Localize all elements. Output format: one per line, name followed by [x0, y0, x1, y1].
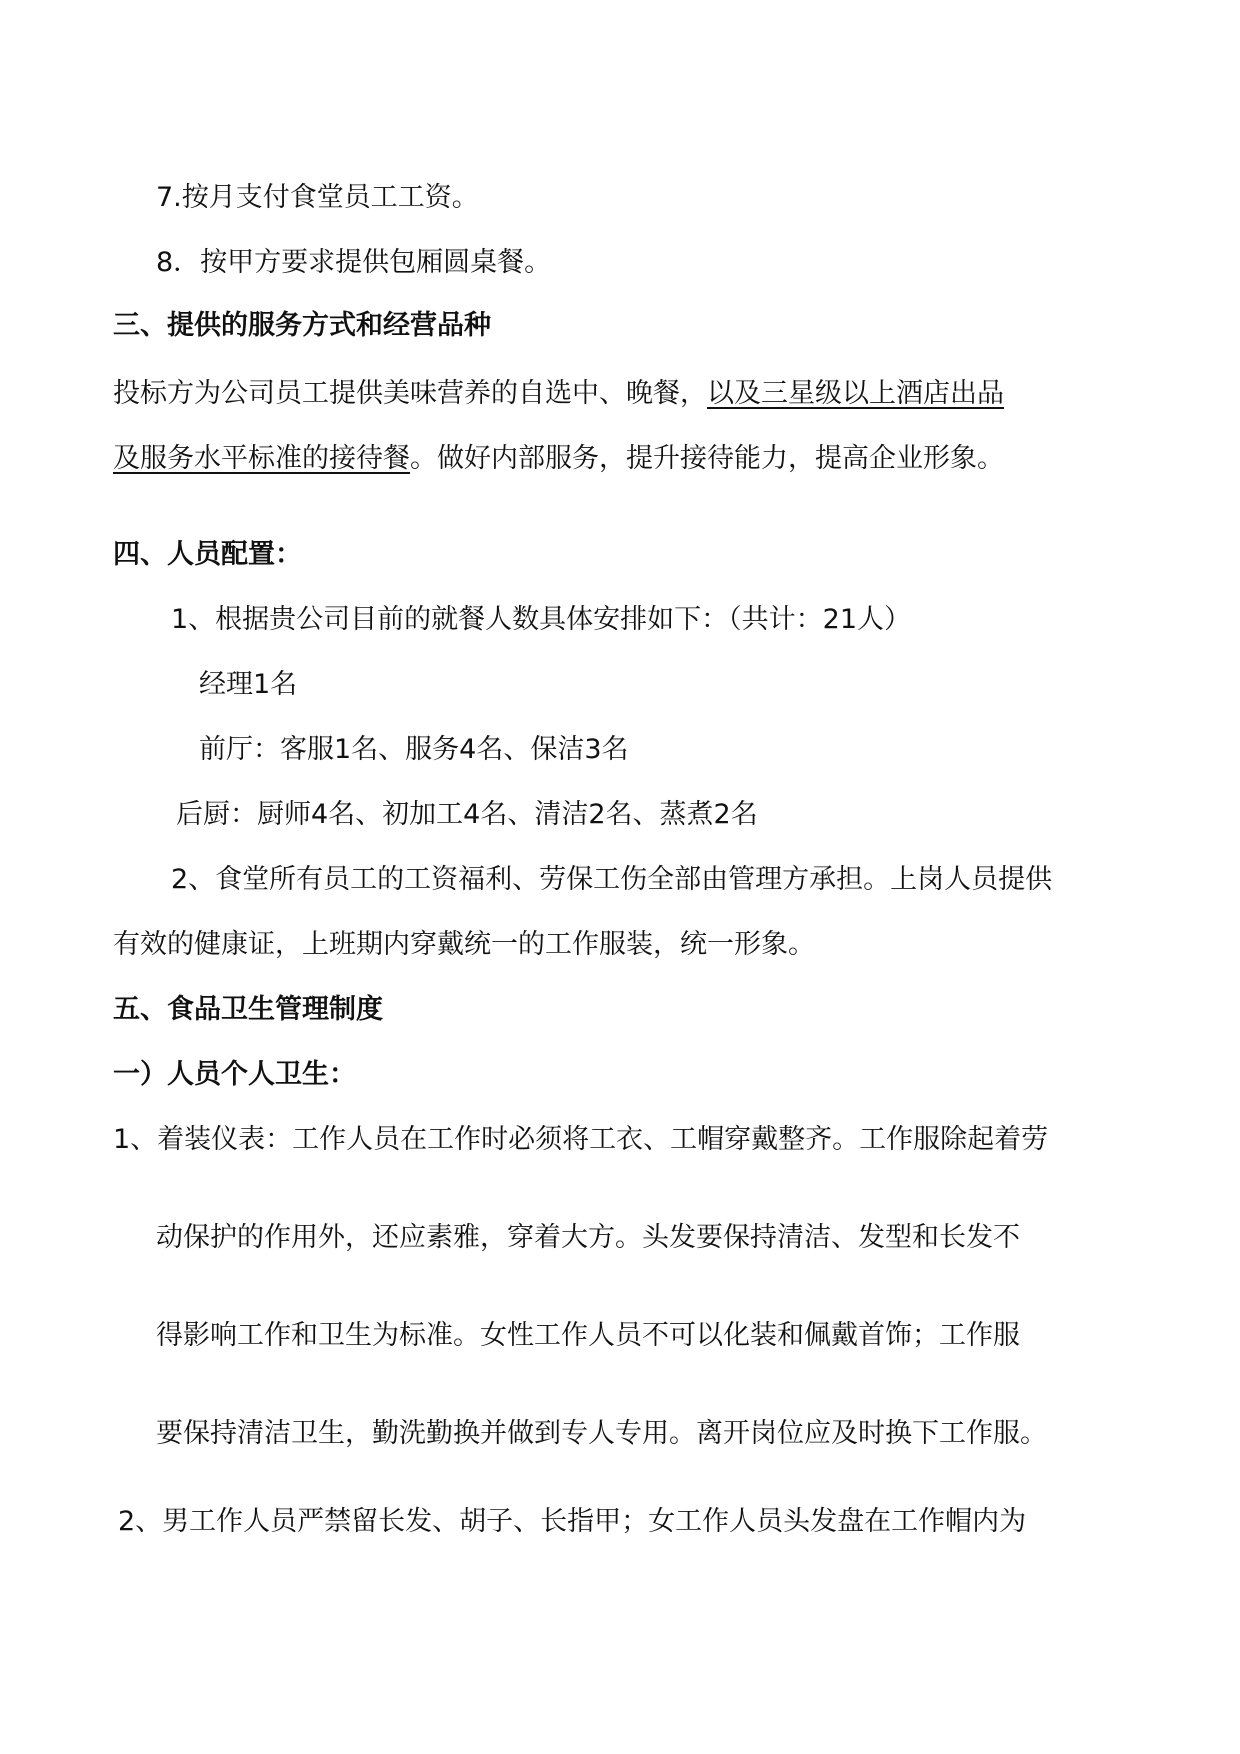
hygiene-item-1-line-2: 动保护的作用外，还应素雅，穿着大方。头发要保持清洁、发型和长发不	[156, 1222, 1020, 1253]
section-heading-4: 四、人员配置：	[113, 539, 302, 570]
staffing-front-hall: 前厅：客服1名、服务4名、保洁3名	[199, 734, 629, 765]
section-heading-3: 三、提供的服务方式和经营品种	[113, 310, 491, 341]
paragraph-3-line-2	[113, 439, 1004, 479]
staffing-manager: 经理1名	[199, 669, 298, 700]
hygiene-item-2: 2、男工作人员严禁留长发、胡子、长指甲；女工作人员头发盘在工作帽内为	[118, 1506, 1027, 1537]
item-8: 8．按甲方要求提供包厢圆桌餐。	[156, 247, 552, 278]
hygiene-item-1-line-1: 1、着装仪表：工作人员在工作时必须将工衣、工帽穿戴整齐。工作服除起着劳	[113, 1124, 1049, 1155]
subsection-heading-1: 一）人员个人卫生：	[113, 1059, 356, 1090]
item-7: 7.按月支付食堂员工工资。	[156, 182, 479, 213]
paragraph-3-line-1	[113, 374, 1004, 414]
hygiene-item-1-line-4: 要保持清洁卫生，勤洗勤换并做到专人专用。离开岗位应及时换下工作服。	[156, 1418, 1047, 1449]
paragraph-3-text: 投标方为公司员工提供美味营养的自选中、晚餐，	[113, 378, 707, 409]
staffing-item-1: 1、根据贵公司目前的就餐人数具体安排如下：（共计：21人）	[171, 604, 912, 635]
paragraph-3-underlined-2: 及服务水平标准的接待餐	[113, 443, 410, 474]
staffing-item-2-line-1: 2、食堂所有员工的工资福利、劳保工伤全部由管理方承担。上岗人员提供	[171, 864, 1053, 895]
section-heading-5: 五、食品卫生管理制度	[113, 994, 383, 1025]
staffing-item-2-line-2: 有效的健康证，上班期内穿戴统一的工作服装，统一形象。	[113, 929, 815, 960]
paragraph-3-text-2: 。做好内部服务，提升接待能力，提高企业形象。	[410, 443, 1004, 474]
hygiene-item-1-line-3: 得影响工作和卫生为标准。女性工作人员不可以化装和佩戴首饰；工作服	[156, 1320, 1020, 1351]
staffing-kitchen: 后厨：厨师4名、初加工4名、清洁2名、蒸煮2名	[176, 799, 758, 830]
paragraph-3-underlined: 以及三星级以上酒店出品	[707, 378, 1004, 409]
